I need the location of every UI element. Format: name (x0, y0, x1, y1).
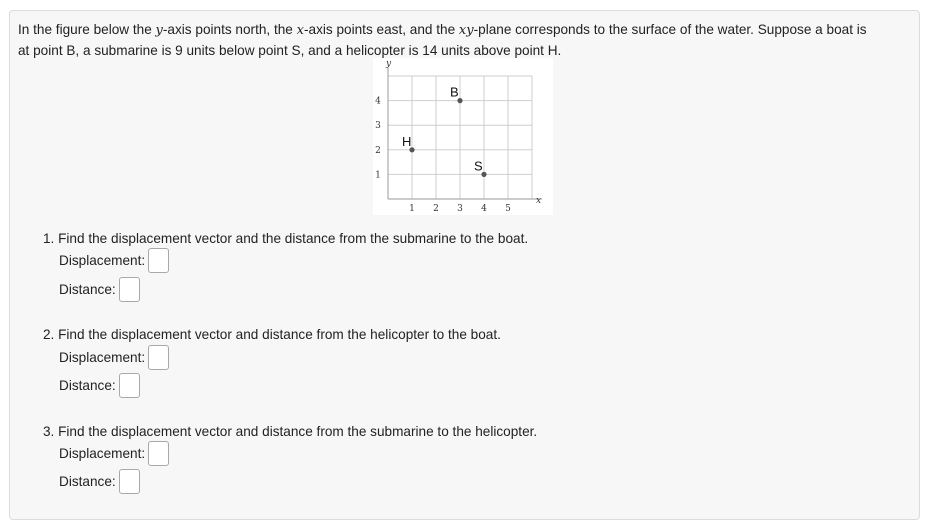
q3-distance-row (59, 469, 140, 494)
intro-text-2: -axis points north, the (162, 22, 297, 37)
q1-displacement-label: Displacement: (59, 253, 146, 268)
math-y: y (155, 23, 163, 38)
q1-distance-label: Distance: (59, 282, 116, 297)
q2-distance-row (59, 373, 140, 398)
q2-displacement-input[interactable] (148, 345, 169, 370)
x-tick-label-1: 1 (409, 204, 415, 214)
q2-displacement-row (59, 345, 169, 370)
q1-displacement-input[interactable] (148, 248, 169, 273)
math-x: x (296, 23, 304, 38)
intro-text-4: -plane corresponds to the surface of the water. Suppose a boat is (473, 22, 867, 37)
x-tick-label-3: 3 (457, 204, 463, 214)
intro-text-line2: at point B, a submarine is 9 units below point S, and a helicopter is 14 units above point H. (18, 43, 562, 58)
question-1: 1. Find the displacement vector and the distance from the submarine to the boat. (43, 231, 529, 246)
y-tick-label-4: 4 (375, 96, 381, 107)
y-axis-label: y (386, 59, 392, 69)
q3-distance-input[interactable] (119, 469, 140, 494)
q3-displacement-label: Displacement: (59, 446, 146, 461)
math-xy: xy (458, 23, 474, 38)
q3-distance-label: Distance: (59, 474, 116, 489)
y-tick-label-1: 1 (375, 170, 381, 181)
point-label-h: H (402, 133, 412, 149)
x-tick-label-4: 4 (481, 204, 487, 214)
q2-distance-label: Distance: (59, 378, 116, 393)
q3-displacement-input[interactable] (148, 441, 169, 466)
q1-displacement-row (59, 248, 169, 273)
problem-statement (18, 20, 918, 61)
y-tick-label-3: 3 (375, 121, 381, 132)
x-tick-label-5: 5 (505, 204, 511, 214)
point-label-b: B (450, 84, 459, 100)
question-3: 3. Find the displacement vector and distance from the submarine to the helicopter. (43, 424, 538, 439)
question-2: 2. Find the displacement vector and distance from the helicopter to the boat. (43, 327, 501, 342)
x-tick-label-2: 2 (433, 204, 439, 214)
q2-distance-input[interactable] (119, 373, 140, 398)
coordinate-graph (373, 58, 553, 215)
point-label-s: S (474, 158, 483, 174)
graph-svg (373, 58, 553, 215)
x-axis-label: x (536, 196, 542, 206)
q3-displacement-row (59, 441, 169, 466)
q1-distance-input[interactable] (119, 277, 140, 302)
intro-text-3: -axis points east, and the (304, 22, 459, 37)
y-tick-label-2: 2 (375, 145, 381, 156)
intro-text-1: In the figure below the (18, 22, 156, 37)
q2-displacement-label: Displacement: (59, 350, 146, 365)
q1-distance-row (59, 277, 140, 302)
